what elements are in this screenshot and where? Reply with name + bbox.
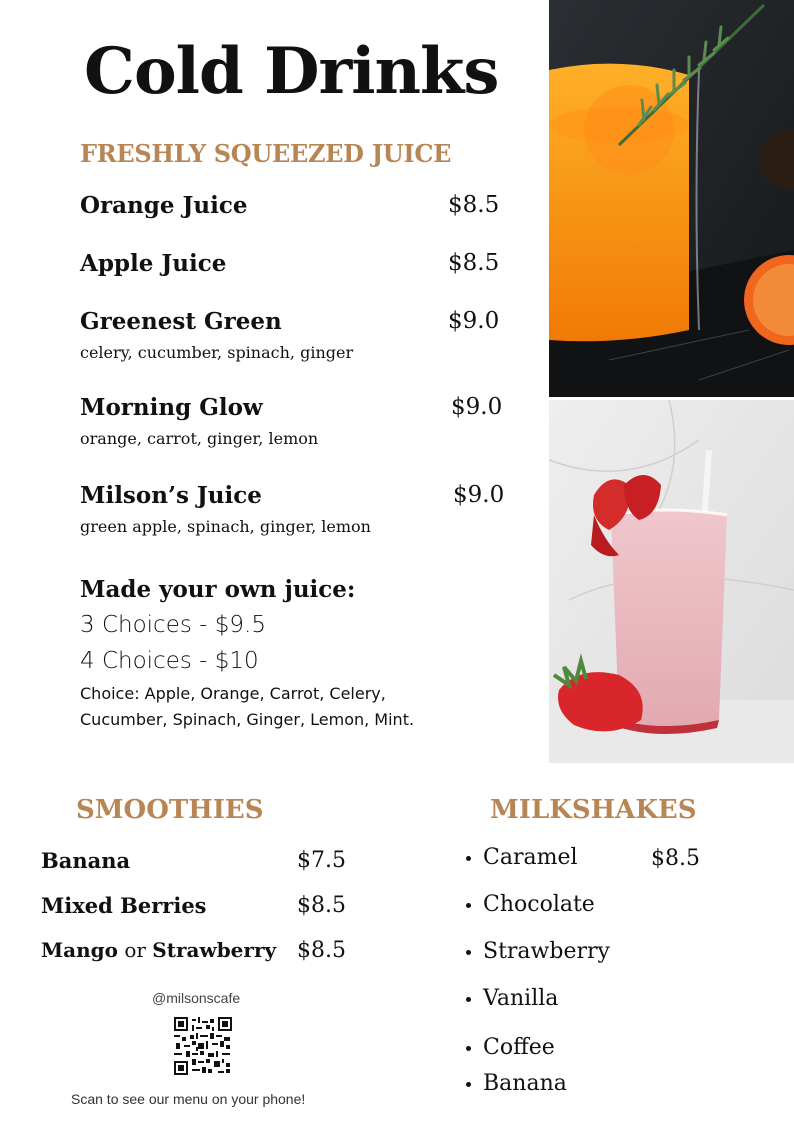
milkshake-item-label: Caramel [483, 845, 578, 870]
smoothie-item-name: Mixed Berries [41, 893, 207, 918]
milkshake-item-label: Vanilla [483, 986, 559, 1011]
milkshake-item-label: Strawberry [483, 939, 610, 964]
smoothie-item-price: $8.5 [297, 893, 346, 918]
milkshake-item [466, 1071, 567, 1096]
juice-item-price: $9.0 [448, 308, 500, 334]
milkshake-item [466, 892, 595, 917]
smoothie-item-name: Banana [41, 848, 131, 873]
custom-juice-option: 4 Choices - $10 [80, 648, 259, 674]
smoothie-item-price: $7.5 [297, 848, 346, 873]
custom-juice-choices: Choice: Apple, Orange, Carrot, Celery, [80, 684, 386, 703]
juice-item-description: orange, carrot, ginger, lemon [80, 429, 319, 448]
juice-item-price: $8.5 [448, 250, 500, 276]
milkshake-item-label: Chocolate [483, 892, 595, 917]
qr-code-icon[interactable] [174, 1017, 232, 1075]
smoothies-section-heading: SMOOTHIES [76, 795, 264, 825]
custom-juice-option: 3 Choices - $9.5 [80, 612, 266, 638]
orange-juice-photo [549, 0, 794, 397]
smoothie-item-name-b: Strawberry [152, 938, 277, 962]
juice-item-name: Milson’s Juice [80, 482, 262, 509]
juice-item-price: $9.0 [453, 482, 505, 508]
juice-item-name: Orange Juice [80, 192, 248, 219]
milkshake-item-label: Coffee [483, 1035, 555, 1060]
juice-item-name: Morning Glow [80, 394, 263, 421]
milkshake-item [466, 1035, 555, 1060]
social-handle: @milsonscafe [152, 990, 241, 1006]
juice-item-price: $9.0 [451, 394, 503, 420]
milkshake-item [466, 939, 610, 964]
strawberry-smoothie-photo [549, 400, 794, 763]
smoothie-item-price: $8.5 [297, 938, 346, 963]
smoothie-item-name [41, 938, 276, 962]
milkshake-item-label: Banana [483, 1071, 567, 1096]
juice-section-heading: FRESHLY SQUEEZED JUICE [80, 139, 452, 168]
custom-juice-heading: Made your own juice: [80, 576, 356, 603]
juice-item-name: Apple Juice [80, 250, 227, 277]
milkshake-price: $8.5 [651, 846, 700, 871]
milkshakes-section-heading: MILKSHAKES [490, 795, 697, 825]
juice-item-name: Greenest Green [80, 308, 282, 335]
juice-item-description: celery, cucumber, spinach, ginger [80, 343, 354, 362]
smoothie-item-name-a: Mango [41, 938, 118, 962]
page-title: Cold Drinks [84, 34, 499, 109]
juice-item-price: $8.5 [448, 192, 500, 218]
smoothie-item-or: or [117, 938, 153, 962]
scan-instruction: Scan to see our menu on your phone! [71, 1091, 306, 1107]
juice-item-description: green apple, spinach, ginger, lemon [80, 517, 371, 536]
milkshake-item [466, 986, 558, 1011]
milkshake-item [466, 845, 578, 870]
custom-juice-choices: Cucumber, Spinach, Ginger, Lemon, Mint. [80, 710, 415, 729]
